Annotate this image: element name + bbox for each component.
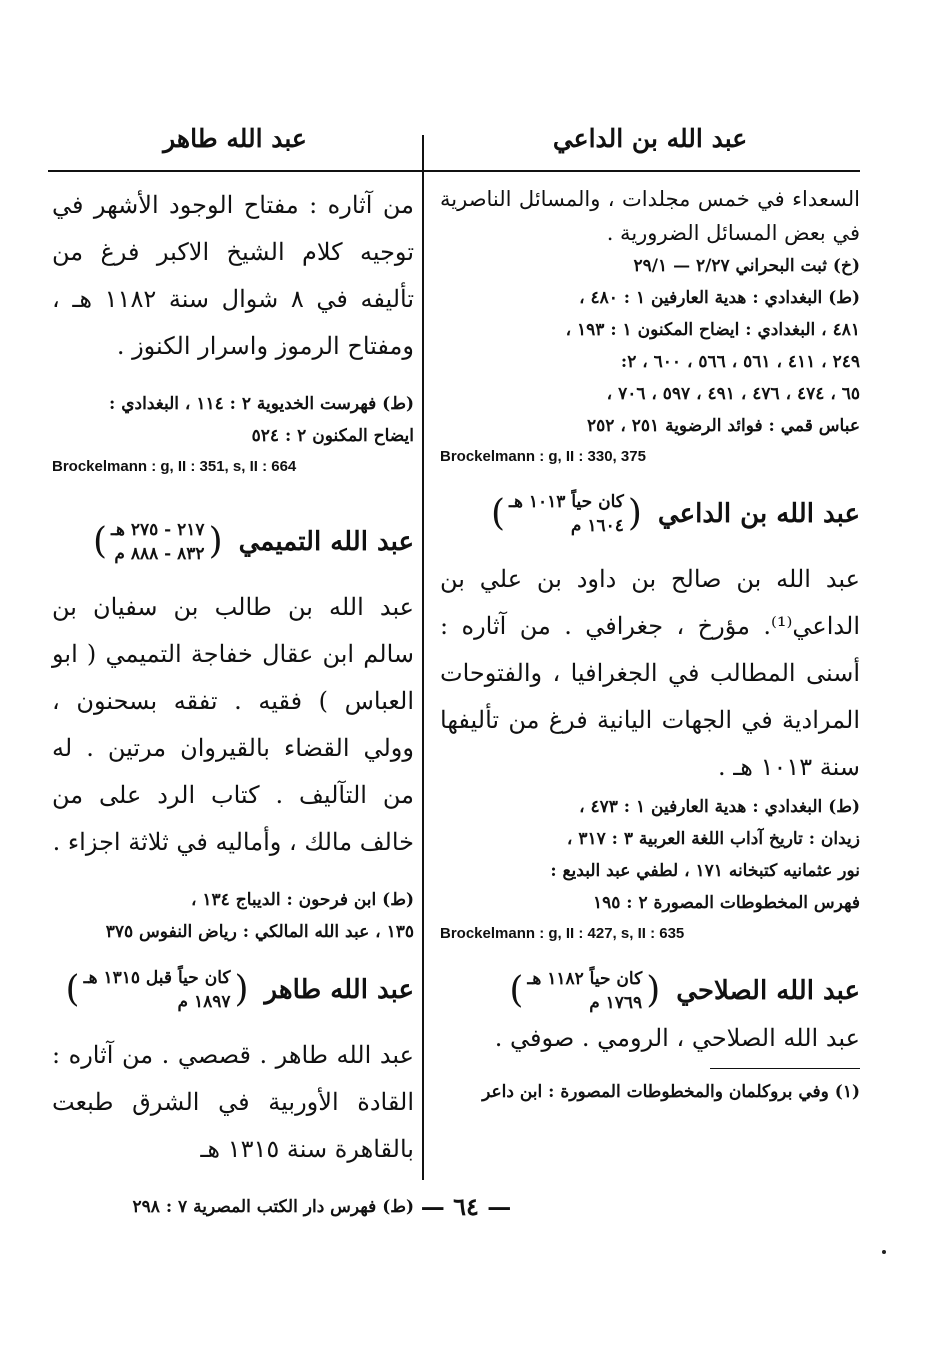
footnote-rule <box>710 1068 860 1069</box>
running-header-left: عبد الله طاهر <box>163 124 307 153</box>
reference-line: زيدان : تاريخ آداب اللغة العربية ٣ : ٣١٧ ، <box>566 829 860 849</box>
reference-line: نور عثمانيه كتبخانه ١٧١ ، لطفي عبد البديع : <box>550 861 860 881</box>
date-hijri: ٢١٧ - ٢٧٥ هـ <box>110 520 205 540</box>
reference-line: (خ) ثبت البحراني ٢/٢٧ — ٢٩/١ <box>633 256 860 276</box>
entry-body: عبد الله بن طالب بن سفيان بن سالم ابن عقال خفاجة التميمي ( ابو العباس ) فقيه . تفقه بسحنون ، وولي القضاء بالقيروان مرتين . له من التآليف . كتاب الرد على من خالف مالك ، وأماليه في ثلاثة اجزاء . <box>52 593 414 856</box>
entry-name: عبد الله الصلاحي <box>676 976 860 1006</box>
reference-line: ايضاح المكنون ٢ : ٥٢٤ <box>251 426 414 446</box>
reference-line: (ط) البغدادي : هدية العارفين ١ : ٤٧٣ ، <box>579 797 860 817</box>
column-divider <box>422 135 424 1180</box>
entry-body: عبد الله بن صالح بن داود بن علي بن الداعي⁽¹⁾. مؤرخ ، جغرافي . من آثاره : أسنى المطالب في الجغرافيا ، والفتوحات المرادية في الجهات اليانية فرغ من تأليفها سنة ١٠١٣ هـ . <box>440 565 860 781</box>
entry-dates: ( كان حياً ١١٨٢ هـ ١٧٦٩ م ) <box>509 969 661 1013</box>
entry-dates: ( كان حياً ١٠١٣ هـ ١٦٠٤ م ) <box>490 492 642 536</box>
entry-heading <box>52 518 414 566</box>
brockelmann-reference: Brockelmann : g, II : 330, 375 <box>440 448 646 465</box>
date-gregorian: ١٦٠٤ م <box>570 516 624 536</box>
footnote: (١) وفي بروكلمان والمخطوطات المصورة : ابن داعر <box>482 1082 860 1102</box>
entry-dates: ( كان حياً قبل ١٣١٥ هـ ١٨٩٧ م ) <box>65 968 249 1012</box>
date-gregorian: ١٧٦٩ م <box>589 993 643 1013</box>
page-number: — ٦٤ — <box>420 1192 512 1221</box>
brockelmann-reference: Brockelmann : g, II : 427, s, II : 635 <box>440 925 685 942</box>
date-gregorian: ٨٣٢ - ٨٨٨ م <box>114 544 205 564</box>
left-column <box>52 182 414 1223</box>
reference-line: ٢٤٩ ، ٤١١ ، ٥٦١ ، ٥٦٦ ، ٦٠٠ ، ٢: <box>620 352 860 372</box>
reference-line: ١٣٥ ، عبد الله المالكي : رياض النفوس ٣٧٥ <box>105 922 414 942</box>
date-gregorian: ١٨٩٧ م <box>177 992 231 1012</box>
entry-heading <box>440 967 860 1015</box>
reference-line: ٦٥ ، ٤٧٤ ، ٤٧٦ ، ٤٩١ ، ٥٩٧ ، ٧٠٦ ، <box>606 384 860 404</box>
entry-name: عبد الله بن الداعي <box>657 499 860 529</box>
running-header-right: عبد الله بن الداعي <box>552 124 748 153</box>
entry-name: عبد الله طاهر <box>264 975 414 1005</box>
reference-line: (ط) فهرست الخديوية ٢ : ١١٤ ، البغدادي : <box>109 394 414 414</box>
reference-line: ٤٨١ ، البغدادي : ايضاح المكنون ١ : ١٩٣ ، <box>565 320 860 340</box>
date-hijri: كان حياً قبل ١٣١٥ هـ <box>83 968 231 988</box>
entry-body: عبد الله طاهر . قصصي . من آثاره : القادة الأوربية في الشرق طبعت بالقاهرة سنة ١٣١٥ هـ <box>52 1041 414 1163</box>
reference-line: (ط) فهرس دار الكتب المصرية ٧ : ٢٩٨ <box>132 1197 414 1217</box>
right-column <box>440 182 860 1107</box>
entry-heading <box>440 490 860 538</box>
scan-speck <box>882 1250 886 1254</box>
entry-dates: ( ٢١٧ - ٢٧٥ هـ ٨٣٢ - ٨٨٨ م ) <box>92 520 223 564</box>
reference-line: (ط) ابن فرحون : الديباج ١٣٤ ، <box>190 890 414 910</box>
header-rule <box>48 170 860 172</box>
continuation-text: من آثاره : مفتاح الوجود الأشهر في توجيه كلام الشيخ الاكبر فرغ من تأليفه في ٨ شوال سنة ١١٨٢ هـ ، ومفتاح الرموز واسرار الكنوز . <box>52 191 415 360</box>
entry-heading <box>52 966 414 1014</box>
reference-line: فهرس المخطوطات المصورة ٢ : ١٩٥ <box>592 893 860 913</box>
entry-body: عبد الله الصلاحي ، الرومي . صوفي . <box>494 1024 860 1052</box>
reference-line: (ط) البغدادي : هدية العارفين ١ : ٤٨٠ ، <box>579 288 860 308</box>
date-hijri: كان حياً ١٠١٣ هـ <box>509 492 624 512</box>
reference-line: عباس قمي : فوائد الرضوية ٢٥١ ، ٢٥٢ <box>587 416 860 436</box>
entry-name: عبد الله التميمي <box>238 527 414 557</box>
brockelmann-reference: Brockelmann : g, II : 351, s, II : 664 <box>52 458 297 475</box>
continuation-text: السعداء في خمس مجلدات ، والمسائل الناصرية في بعض المسائل الضرورية . <box>440 187 860 245</box>
date-hijri: كان حياً ١١٨٢ هـ <box>527 969 643 989</box>
